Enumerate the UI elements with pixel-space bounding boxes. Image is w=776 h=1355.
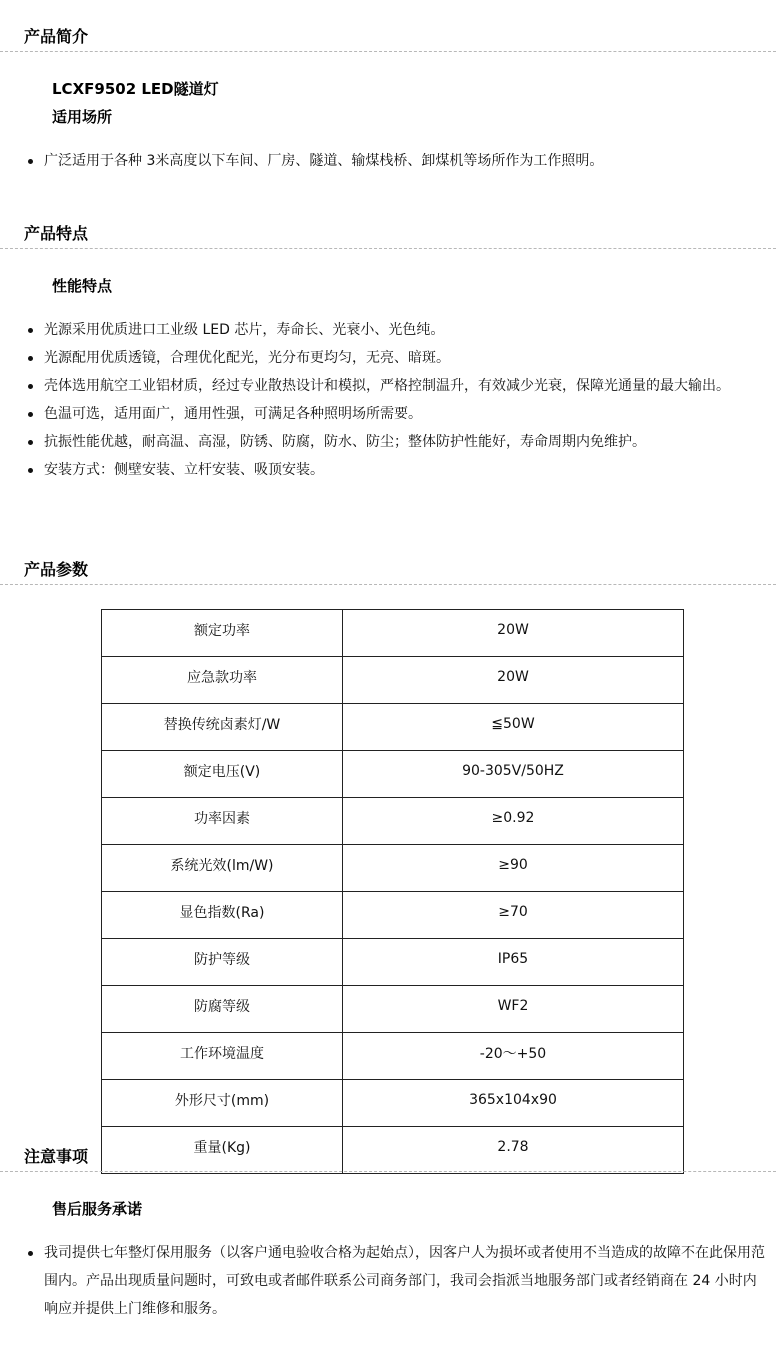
table-row (102, 939, 684, 986)
list-item: 壳体选用航空工业铝材质，经过专业散热设计和模拟，严格控制温升，有效减少光衰，保障光通量的最大输出。 (0, 372, 776, 400)
application-subheading: 适用场所 (52, 108, 113, 126)
param-value: IP65 (343, 939, 684, 986)
param-value: ≥90 (343, 845, 684, 892)
list-item: 我司提供七年整灯保用服务（以客户通电验收合格为起始点），因客户人为损坏或者使用不当造成的故障不在此保用范围内。产品出现质量问题时，可致电或者邮件联系公司商务部门，我司会指派当地服务部门或者经销商在 24 小时内响应并提供上门维修和服务。 (0, 1239, 776, 1323)
section-header-features (0, 223, 776, 249)
table-row (102, 845, 684, 892)
param-name: 防腐等级 (102, 986, 343, 1033)
table-row (102, 892, 684, 939)
section-title-features: 产品特点 (24, 224, 89, 243)
section-title-params: 产品参数 (24, 560, 89, 579)
table-row (102, 610, 684, 657)
list-item: 色温可选，适用面广，通用性强，可满足各种照明场所需要。 (0, 400, 776, 428)
table-row (102, 657, 684, 704)
application-list (0, 147, 776, 175)
param-value: 20W (343, 657, 684, 704)
list-item: 光源采用优质进口工业级 LED 芯片，寿命长、光衰小、光色纯。 (0, 316, 776, 344)
section-header-notes (0, 1146, 776, 1172)
product-model: LCXF9502 LED隧道灯 (52, 80, 219, 98)
table-row (102, 704, 684, 751)
param-value: 20W (343, 610, 684, 657)
list-item: 安装方式：侧壁安装、立杆安装、吸顶安装。 (0, 456, 776, 484)
after-sales-subheading: 售后服务承诺 (52, 1200, 143, 1218)
table-row (102, 986, 684, 1033)
param-name: 替换传统卤素灯/W (102, 704, 343, 751)
features-subheading: 性能特点 (52, 277, 113, 295)
section-title-notes: 注意事项 (24, 1147, 89, 1166)
param-name: 防护等级 (102, 939, 343, 986)
table-row (102, 1080, 684, 1127)
param-name: 功率因素 (102, 798, 343, 845)
param-value: 2.78 (343, 1127, 684, 1174)
param-value: WF2 (343, 986, 684, 1033)
param-name: 显色指数(Ra) (102, 892, 343, 939)
table-row (102, 751, 684, 798)
param-value: 90-305V/50HZ (343, 751, 684, 798)
param-value: 365x104x90 (343, 1080, 684, 1127)
table-row (102, 798, 684, 845)
param-value: -20～+50 (343, 1033, 684, 1080)
param-name: 应急款功率 (102, 657, 343, 704)
param-name: 外形尺寸(mm) (102, 1080, 343, 1127)
list-item: 光源配用优质透镜，合理优化配光，光分布更均匀，无亮、暗斑。 (0, 344, 776, 372)
features-list (0, 316, 776, 484)
after-sales-list (0, 1239, 776, 1323)
section-title-intro: 产品简介 (24, 27, 89, 46)
param-name: 重量(Kg) (102, 1127, 343, 1174)
param-value: ≥0.92 (343, 798, 684, 845)
list-item: 抗振性能优越，耐高温、高湿，防锈、防腐，防水、防尘；整体防护性能好，寿命周期内免维护。 (0, 428, 776, 456)
table-row (102, 1033, 684, 1080)
param-name: 系统光效(lm/W) (102, 845, 343, 892)
param-value: ≥70 (343, 892, 684, 939)
param-name: 额定功率 (102, 610, 343, 657)
param-name: 额定电压(V) (102, 751, 343, 798)
list-item: 广泛适用于各种 3米高度以下车间、厂房、隧道、输煤栈桥、卸煤机等场所作为工作照明。 (0, 147, 776, 175)
param-value: ≦50W (343, 704, 684, 751)
param-name: 工作环境温度 (102, 1033, 343, 1080)
params-table (101, 609, 684, 1174)
section-header-params (0, 559, 776, 585)
section-header-intro (0, 26, 776, 52)
